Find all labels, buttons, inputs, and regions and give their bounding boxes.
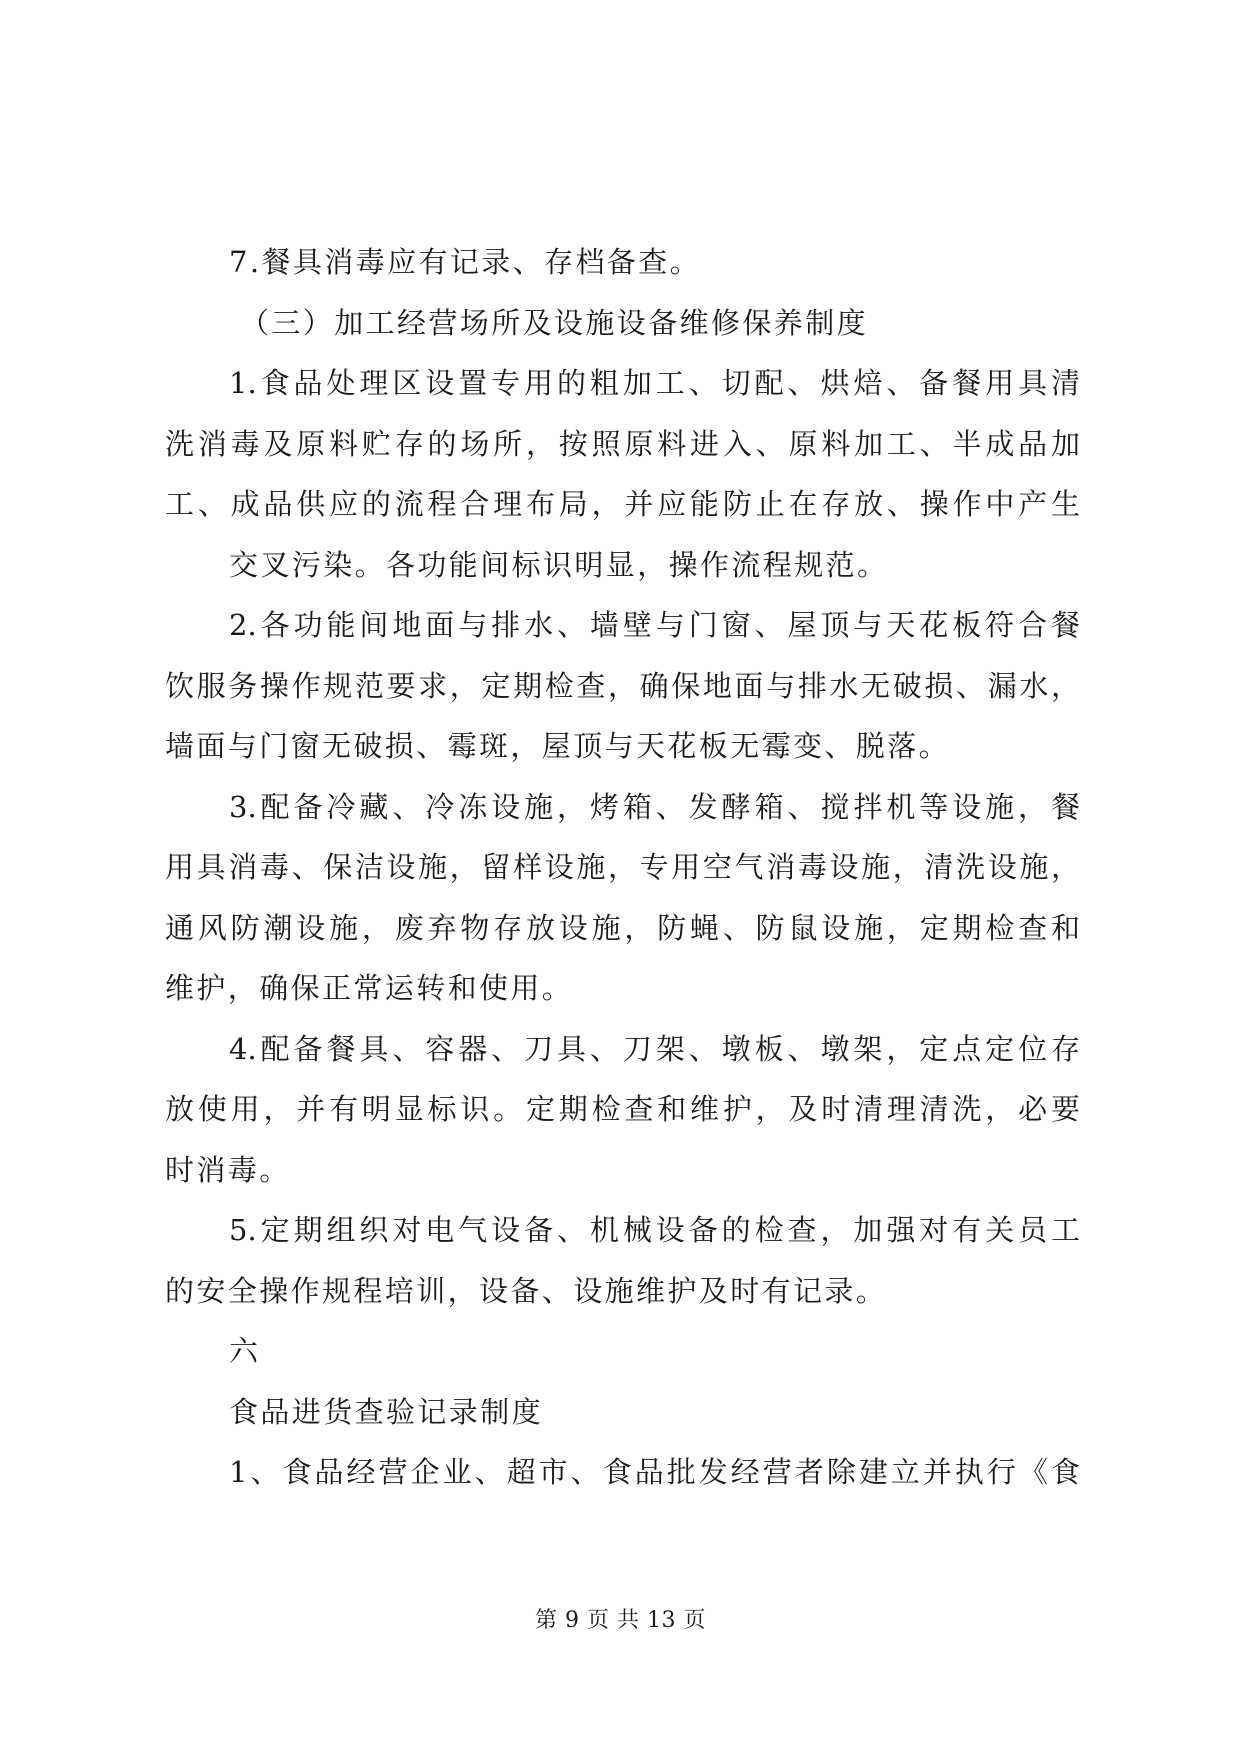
section-title: 食品进货查验记录制度 <box>229 1394 544 1429</box>
paragraph-line: 1.食品处理区设置专用的粗加工、切配、烘焙、备餐用具清 <box>229 366 1080 400</box>
paragraph-line: 工、成品供应的流程合理布局，并应能防止在存放、操作中产生 <box>165 487 1080 521</box>
section-heading: （三）加工经营场所及设施设备维修保养制度 <box>240 305 869 340</box>
page-number-footer: 第 9 页 共 13 页 <box>535 1608 706 1633</box>
paragraph-line: 5.定期组织对电气设备、机械设备的检查，加强对有关员工 <box>229 1213 1080 1247</box>
paragraph-line: 通风防潮设施，废弃物存放设施，防蝇、防鼠设施，定期检查和 <box>165 910 1080 945</box>
paragraph-line: 洗消毒及原料贮存的场所，按照原料进入、原料加工、半成品加 <box>165 426 1080 461</box>
paragraph-line: 2.各功能间地面与排水、墙壁与门窗、屋顶与天花板符合餐 <box>229 608 1080 642</box>
paragraph-line: 维护，确保正常运转和使用。 <box>165 971 574 1005</box>
paragraph-line: 交叉污染。各功能间标识明显，操作流程规范。 <box>229 547 889 582</box>
paragraph-line: 3.配备冷藏、冷冻设施，烤箱、发酵箱、搅拌机等设施，餐 <box>229 789 1080 824</box>
document-body <box>165 232 1080 1503</box>
section-number: 六 <box>229 1334 261 1368</box>
paragraph-line: 饮服务操作规范要求，定期检查，确保地面与排水无破损、漏水， <box>165 668 1080 703</box>
paragraph-line: 时消毒。 <box>165 1152 291 1187</box>
paragraph-line: 用具消毒、保洁设施，留样设施，专用空气消毒设施，清洗设施， <box>165 850 1080 884</box>
paragraph-line: 放使用，并有明显标识。定期检查和维护，及时清理清洗，必要 <box>165 1092 1080 1126</box>
paragraph-line: 墙面与门窗无破损、霉斑，屋顶与天花板无霉变、脱落。 <box>165 729 951 763</box>
paragraph-line: 的安全操作规程培训，设备、设施维护及时有记录。 <box>165 1273 888 1308</box>
paragraph-line: 1、食品经营企业、超市、食品批发经营者除建立并执行《食 <box>229 1455 1080 1489</box>
paragraph-line: 7.餐具消毒应有记录、存档备查。 <box>229 245 702 279</box>
paragraph-line: 4.配备餐具、容器、刀具、刀架、墩板、墩架，定点定位存 <box>229 1031 1080 1066</box>
